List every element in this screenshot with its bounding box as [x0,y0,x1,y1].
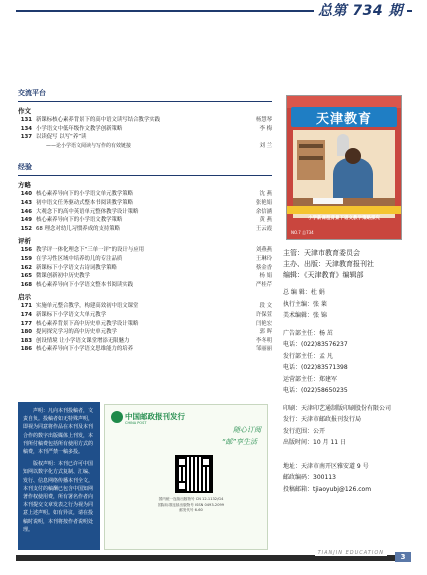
entry-title: 微课创新初中历史教学 [36,273,90,280]
cover-issue: NO.7 总734 [291,230,314,235]
bottom-panel [18,402,272,550]
toc-entry[interactable] [18,199,272,208]
entry-title: 新课标下小学语文古诗词教学策略 [36,264,117,271]
entry-title: 实施单元整合教学，构建高效初中语文课堂 [36,303,139,310]
entry-page: 143 [20,199,32,206]
entry-author: 段 文 [259,303,272,310]
publish-line: 出版时间：10 月 11 日 [283,439,346,446]
cover-image [286,95,402,240]
toc-entry[interactable] [18,264,272,273]
cover-caption: 小学新课程背景下语文教学策略探究 [308,216,380,221]
masthead-line: 主管：天津市教育委员会 [283,249,360,257]
entry-author: 杨 娟 [259,273,272,280]
notice-paragraph: 声明：凡向本刊投稿者，文责自负。投稿者如无特殊声明，即视为同意将作品在本刊及本刊合作的数字出版媒体上刊发，本刊所付稿费包括所有使用方式的稿费，本刊严禁一稿多投。 [23,408,94,456]
entry-title: 创设情境 让小学语文课堂增添无限魅力 [36,337,130,344]
section-title: 经验 [18,160,272,176]
entry-page: 168 [20,281,32,288]
entry-title: 小学语文中低年级作文教学创新策略 [36,125,123,132]
cover-title: 天津教育 [291,107,397,127]
entry-page: 183 [20,337,32,344]
entry-page: 174 [20,311,32,318]
post-subscription-ad [104,404,268,550]
post-info-line: 邮发代号 6-60 [179,508,203,512]
entry-author: 闫艳宏 [255,320,272,327]
entry-subtitle: ——论小学语文阅读与写作的有效链接 [46,142,132,149]
shelf-board [299,156,323,160]
notice-paragraph: 版权声明：本刊已许可中国知网以数字化方式复制、汇编、发行、信息网络传播本刊全文。本刊支付的稿酬已包含中国知网著作权使用费，所有署名作者向本刊提交文章发表之行为视为同意上述声明。如有异议，请在投稿时说明，本刊将按作者说明处理。 [23,461,94,533]
contact-line: 运营部主任：郑建军 [283,375,338,383]
toc-entry[interactable] [18,246,272,255]
entry-page: 156 [20,247,32,254]
entry-author: 王琳玲 [255,255,272,262]
toc-entry[interactable] [18,311,272,320]
china-post-logo-icon [111,411,123,423]
entry-title: 提问探究学习的高中历史单元教学 [36,329,117,336]
entry-page: 186 [20,346,32,353]
copyright-notice [18,402,100,550]
toc-entry[interactable] [18,116,272,125]
student-head [345,148,361,164]
issue-number: 总第 734 期 [314,0,407,20]
toc-entry[interactable] [18,133,272,142]
page-number: 3 [395,552,411,562]
toc-entry[interactable] [18,345,272,354]
entry-author: 沈 燕 [259,191,272,198]
entry-page: 162 [20,264,32,271]
toc-entry[interactable] [18,190,272,199]
entry-page: 159 [20,255,32,262]
entry-title: 新课标下小学语文大单元教学 [36,311,107,318]
entry-author: 王云霞 [255,225,272,232]
toc-entry[interactable] [18,281,272,290]
toc-entry[interactable] [18,320,272,329]
entry-page: 131 [20,117,32,123]
toc-entry[interactable] [18,255,272,264]
entry-title: 68 理念对幼儿习惯养成的支持策略 [36,225,121,232]
entry-page: 134 [20,125,32,132]
entry-author: 严桂芹 [255,281,272,288]
contact-line: 电话：(022)83576237 [283,341,348,348]
entry-author: 杨慧琴 [255,117,272,123]
entry-title: 初中语文任务驱动式整本书阅读教学策略 [36,199,134,206]
student-figure [333,158,373,202]
masthead-line: 编辑：《天津教育》编辑部 [283,271,364,279]
entry-author: 邹丽丽 [255,346,272,353]
shelf-board [299,144,323,148]
staff-line: 执行主编：张 莱 [283,300,327,308]
entry-title: 教学评一体化理念下“三单一评”的设计与应用 [36,247,145,254]
entry-author: 张艳娟 [255,199,272,206]
entry-author: 郭 晖 [259,329,272,336]
section-title: 交流平台 [18,86,272,102]
entry-title: 大观念下的高中英语单元整体教学设计策略 [36,208,139,215]
staff-line: 美术编辑：张 锦 [283,312,327,319]
toc-subtitle-row [18,142,272,151]
qr-code-icon[interactable] [175,455,213,493]
toc-entry[interactable] [18,337,272,346]
publish-line: 发行范围：公开 [283,427,326,435]
masthead [283,248,418,495]
post-info-line: 国际标准连续出版物号 ISSN 0493-2099 [157,502,225,507]
category-title: 方略 [18,181,31,190]
masthead-line: 主办、出版：天津教育报刊社 [283,260,374,268]
contact-line: 发行部主任：孟 凡 [283,352,333,360]
post-name-en: CHINA POST [125,421,147,425]
entry-author: 余信涵 [255,208,272,215]
entry-author: 黄 燕 [259,217,272,224]
publish-line: 印刷：天津印艺通制版印刷股份有限公司 [283,404,392,412]
entry-page: 171 [20,303,32,310]
entry-author: 许保萱 [255,311,272,318]
footer-magazine-name: TIANJIN EDUCATION [315,550,387,556]
qr-corner [201,457,211,467]
entry-title: 核心素养导向下的小学语文教学策略 [36,217,123,224]
toc-entry[interactable] [18,216,272,225]
entry-title: 核心素养导向下小学语文整本书阅读实践 [36,281,134,288]
staff-line: 总 编 辑：杜 娟 [283,289,325,296]
entry-page: 152 [20,225,32,232]
entry-title: 核心素养导向下小学语文思维能力的培养 [36,346,134,353]
post-info-line: 国内统一连续出版物号 CN 12-1132/G4 [158,497,224,501]
entry-author: 李冬明 [255,337,272,344]
toc [18,86,272,354]
contact-line: 电话：(022)58650235 [283,387,348,394]
post-registration-info [141,497,241,514]
entry-page: 180 [20,329,32,336]
entry-page: 149 [20,217,32,224]
entry-page: 146 [20,208,32,215]
entry-author: 刘 兰 [259,142,272,149]
entry-title: 新课标核心素养背景下的高中语文读写结合教学实践 [36,117,160,123]
toc-entry[interactable] [18,302,272,311]
contact-line: 广告部主任：杨 茁 [283,329,333,337]
qr-corner [177,457,187,467]
post-slogan: 随心订阅 [233,426,261,434]
toc-entry[interactable] [18,328,272,337]
qr-corner [177,481,187,491]
entry-page: 137 [20,134,32,141]
entry-author: 刘燕燕 [255,247,272,254]
cover-band [287,206,401,214]
toc-entry[interactable] [18,208,272,217]
cover-illustration [293,130,395,218]
post-name: 中国邮政报刊发行 [125,412,185,421]
entry-title: 以读促写 以写“养”读 [36,134,87,141]
publish-line: 发行：天津市邮政报刊发行局 [283,416,362,423]
entry-author: 蔡金香 [255,264,272,271]
toc-entry[interactable] [18,225,272,234]
category-title: 作文 [18,107,31,115]
category-title: 评析 [18,237,31,246]
entry-title: 在学习性区域中培养幼儿的专注品质 [36,255,123,262]
entry-page: 140 [20,191,32,198]
contact-line: 电话：(022)83571398 [283,364,348,371]
toc-entry[interactable] [18,125,272,134]
entry-title: 核心素养导向下的小学语文单元教学策略 [36,191,134,198]
open-book [313,198,343,204]
entry-page: 177 [20,320,32,327]
email-line: 投稿邮箱：tjiaoyubj@126.com [283,485,372,493]
address-line: 邮政编码：300113 [283,474,336,481]
entry-page: 165 [20,273,32,280]
post-slogan-2: “邮”享生活 [221,438,257,446]
address-line: 地址：天津市南开区雅安道 9 号 [283,462,369,470]
entry-author: 李 梅 [259,125,272,132]
entry-title: 核心素养背景下高中历史单元教学设计策略 [36,320,139,327]
toc-entry[interactable] [18,272,272,281]
category-title: 启示 [18,293,31,302]
